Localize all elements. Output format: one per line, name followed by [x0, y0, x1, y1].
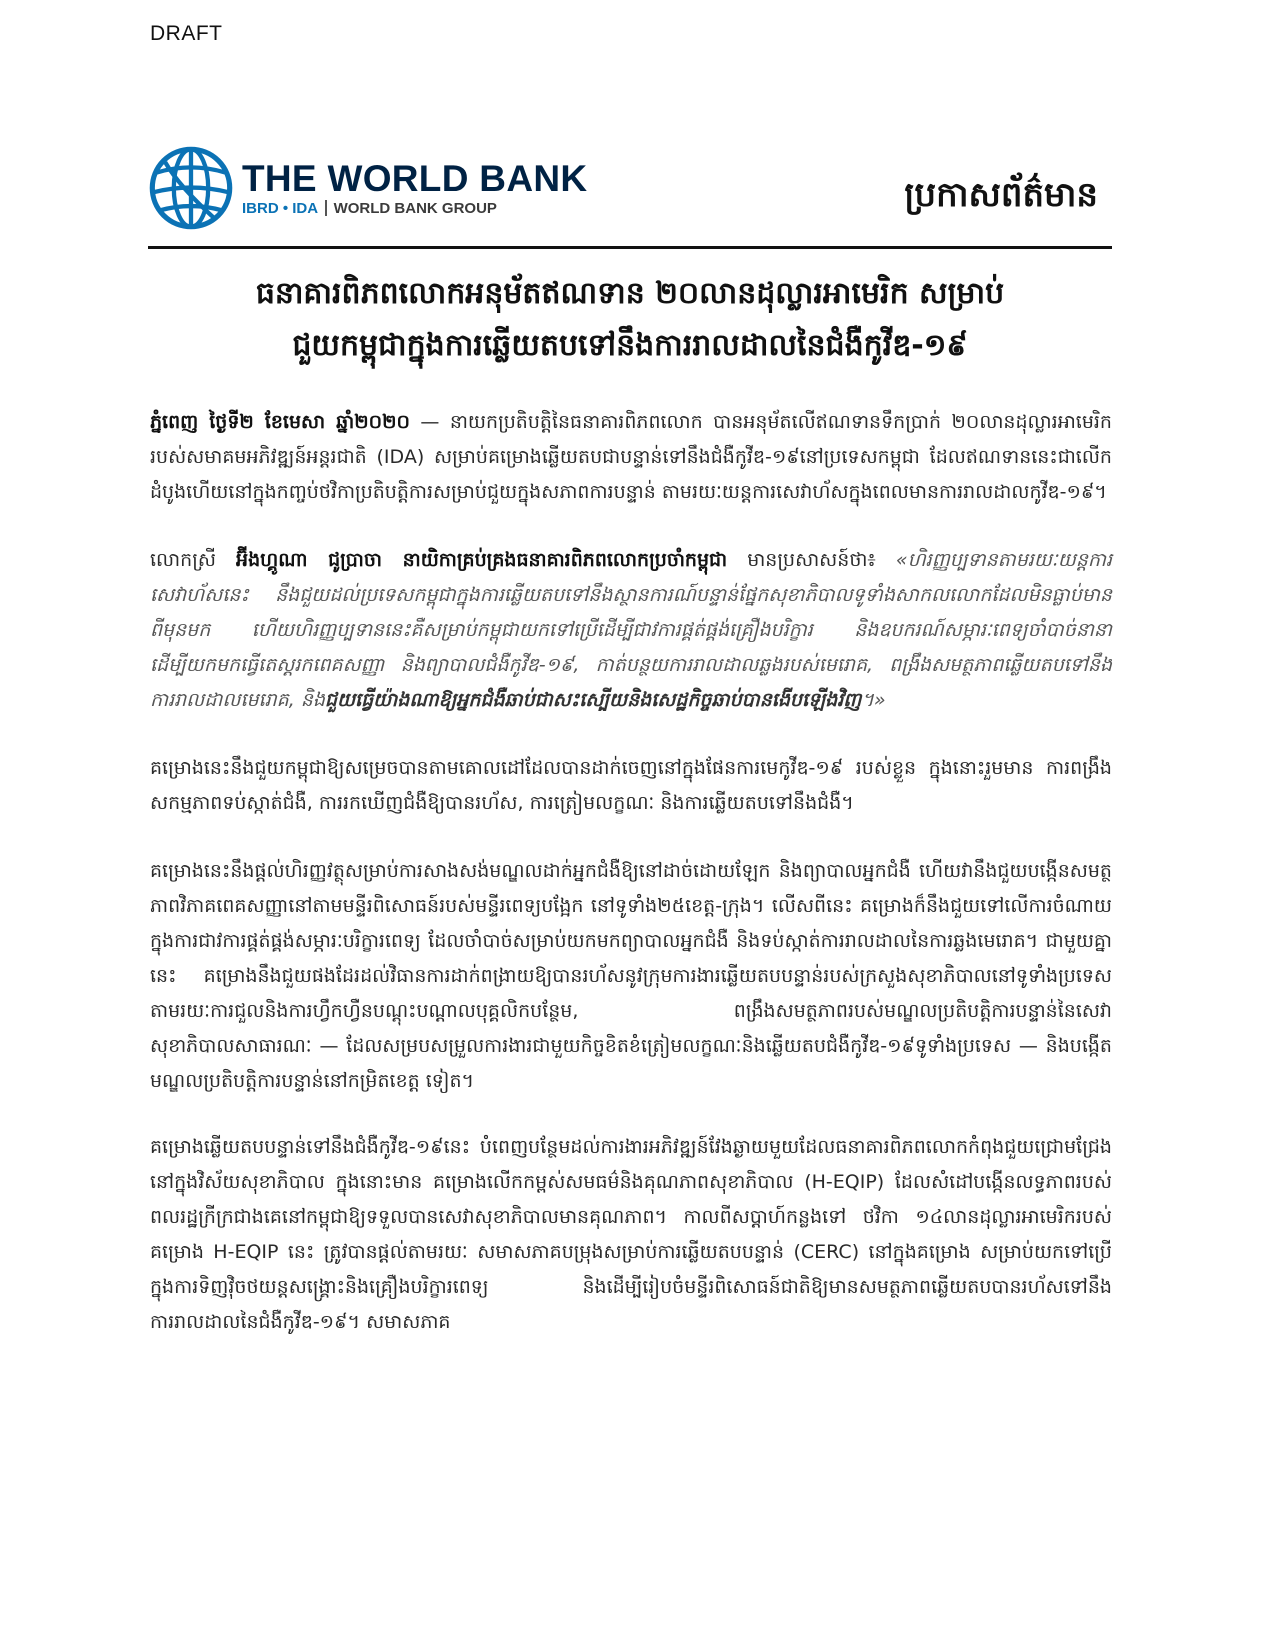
press-release-label: ប្រកាសព័ត៌មាន [904, 175, 1098, 215]
quote-end: ។» [861, 689, 886, 711]
paragraph-3: គម្រោងនេះនឹងជួយកម្ពុជាឱ្យសម្រេចបានតាមគោលដៅដែលបានដាក់ចេញនៅក្នុងផែនការមេកូវីឌ-១៩ របស់ខ្លួន ក្នុងនោះរួមមាន ការពង្រឹងសកម្មភាពទប់ស្កាត់ជំងឺ, ការរកឃើញជំងឺឱ្យបានរហ័ស, ការត្រៀមលក្ខណៈ និងការឆ្លើយតបទៅនឹងជំងឺ។ [150, 757, 1112, 814]
world-bank-group-label: WORLD BANK GROUP [333, 199, 497, 217]
paragraph-2 [150, 543, 1112, 718]
quote-part-a: «ហិរញ្ញប្បទានតាមរយៈយន្តការសេវាហ័សនេះ នឹងជួយដល់ប្រទេសកម្ពុជាក្នុងការឆ្លើយតបទៅនឹងស្ថានការណ៍បន្ទាន់ផ្នែកសុខាភិបាលទូទាំងសាកលលោកដែលមិនធ្លាប់មានពីមុនមក ហើយហិរញ្ញប្បទាននេះគឺសម្រាប់កម្ពុជាយកទៅប្រើដើម្បីជាវការផ្គត់ផ្គង់គ្រឿងបរិក្ខារ និងឧបករណ៍សម្ភារៈពេទ្យចាំបាច់នានា ដើម្បីយកមកធ្វើតេស្តរកពេគសញ្ញា និងព្យាបាលជំងឺកូវីឌ-១៩, កាត់បន្ថយការរាលដាលឆ្លងរបស់មេរោគ, ពង្រឹងសមត្ថភាពឆ្លើយតបទៅនឹងការរាលដាលមេរោគ, និង [150, 549, 1112, 711]
headline-line-1: ធនាគារពិភពលោកអនុម័តឥណទាន ២០លានដុល្លារអាមេរិក សម្រាប់ [255, 276, 1005, 311]
paragraph-4: គម្រោងនេះនឹងផ្តល់ហិរញ្ញវត្ថុសម្រាប់ការសាងសង់មណ្ឌលដាក់អ្នកជំងឺឱ្យនៅដាច់ដោយឡែក និងព្យាបាលអ្នកជំងឺ ហើយវានឹងជួយបង្កើនសមត្ថភាពវិភាគពេគសញ្ញានៅតាមមន្ទីរពិសោធន៍របស់មន្ទីរពេទ្យបង្អែក នៅទូទាំង២៥ខេត្ត-ក្រុង។ លើសពីនេះ គម្រោងក៏នឹងជួយទៅលើការចំណាយក្នុងការជាវការផ្គត់ផ្គង់សម្ភារៈបរិក្ខារពេទ្យ ដែលចាំបាច់សម្រាប់យកមកព្យាបាលអ្នកជំងឺ និងទប់ស្កាត់ការរាលដាលនៃការឆ្លងមេរោគ។ ជាមួយគ្នានេះ គម្រោងនឹងជួយផងដែរដល់វិធានការដាក់ពង្រាយឱ្យបានរហ័សនូវក្រុមការងារឆ្លើយតបបន្ទាន់របស់ក្រសួងសុខាភិបាលនៅទូទាំងប្រទេស តាមរយៈការជួលនិងការហ្វឹកហ្វឺនបណ្តុះបណ្តាលបុគ្គលិកបន្ថែម, ពង្រឹងសមត្ថភាពរបស់មណ្ឌលប្រតិបត្តិការបន្ទាន់នៃសេវាសុខាភិបាលសាធារណៈ — ដែលសម្របសម្រួលការងារជាមួយកិច្ចខិតខំត្រៀមលក្ខណៈនិងឆ្លើយតបជំងឺកូវីឌ-១៩ទូទាំងប្រទេស — និងបង្កើតមណ្ឌលប្រតិបត្តិការបន្ទាន់នៅកម្រិតខេត្ត ទៀត។ [150, 860, 1112, 1092]
speaker-title: លោកស្រី [150, 549, 237, 571]
ibrd-ida-label: IBRD • IDA [242, 199, 319, 217]
headline-line-2: ជួយកម្ពុជាក្នុងការឆ្លើយតបទៅនឹងការរាលដាលនៃជំងឺកូវីឌ-១៩ [292, 328, 968, 363]
article-body [150, 405, 1112, 1373]
document-header [148, 145, 1112, 245]
globe-icon [148, 145, 234, 231]
quote-emphasis: ជួយធ្វើយ៉ាងណាឱ្យអ្នកជំងឺឆាប់ជាសះស្បើយនិងសេដ្ឋកិច្ចឆាប់បានងើបឡើងវិញ [324, 689, 862, 711]
speaker-name: អ៊ីងហ្គូណា ជូប្រាចា នាយិកាគ្រប់គ្រងធនាគារពិភពលោកប្រចាំកម្ពុជា [236, 549, 728, 571]
paragraph-5: គម្រោងឆ្លើយតបបន្ទាន់ទៅនឹងជំងឺកូវីឌ-១៩នេះ បំពេញបន្ថែមដល់ការងារអភិវឌ្ឍន៍វែងឆ្ងាយមួយដែលធនាគារពិភពលោកកំពុងជួយជ្រោមជ្រែងនៅក្នុងវិស័យសុខាភិបាល ក្នុងនោះមាន គម្រោងលើកកម្ពស់សមធម៌និងគុណភាពសុខាភិបាល (H-EQIP) ដែលសំដៅបង្កើនលទ្ធភាពរបស់ពលរដ្ឋក្រីក្រជាងគេនៅកម្ពុជាឱ្យទទួលបានសេវាសុខាភិបាលមានគុណភាព។ កាលពីសប្តាហ៍កន្លងទៅ ថវិកា ១៤លានដុល្លារអាមេរិករបស់គម្រោង H-EQIP នេះ ត្រូវបានផ្តល់តាមរយៈ សមាសភាគបម្រុងសម្រាប់ការឆ្លើយតបបន្ទាន់ (CERC) នៅក្នុងគម្រោង សម្រាប់យកទៅប្រើក្នុងការទិញវ៉ិចថយន្តសង្គ្រោះនិងគ្រឿងបរិក្ខារពេទ្យ និងដើម្បីរៀបចំមន្ទីរពិសោធន៍ជាតិឱ្យមានសមត្ថភាពឆ្លើយតបបានរហ័សទៅនឹងការរាលដាលនៃជំងឺកូវីឌ-១៩។ សមាសភាគ [150, 1136, 1112, 1333]
headline [148, 268, 1112, 372]
paragraph-1 [150, 405, 1112, 510]
paragraph-1-text: — នាយកប្រតិបត្តិនៃធនាគារពិភពលោក បានអនុម័តលើឥណទានទឹកប្រាក់ ២០លានដុល្លារអាមេរិក របស់សមាគមអភិវឌ្ឍន៍អន្តរជាតិ (IDA) សម្រាប់គម្រោងឆ្លើយតបជាបន្ទាន់ទៅនឹងជំងឺកូវីឌ-១៩នៅប្រទេសកម្ពុជា ដែលឥណទាននេះជាលើកដំបូងហើយនៅក្នុងកញ្ចប់ថវិកាប្រតិបត្តិការសម្រាប់ជួយក្នុងសភាពការបន្ទាន់ តាមរយៈយន្តការសេវាហ័សក្នុងពេលមានការរាលដាលកូវីឌ-១៩។ [150, 411, 1112, 503]
logo-separator [325, 200, 327, 216]
dateline: ភ្នំពេញ ថ្ងៃទី២ ខែមេសា ឆ្នាំ២០២០ [150, 411, 410, 433]
world-bank-title: THE WORLD BANK [242, 157, 588, 199]
world-bank-subtitle [242, 200, 587, 217]
quote [150, 549, 1112, 711]
header-divider [148, 246, 1112, 249]
speaker-said: មានប្រសាសន៍ថា៖ [727, 549, 896, 571]
draft-label: DRAFT [150, 22, 223, 45]
world-bank-logo [148, 145, 587, 231]
